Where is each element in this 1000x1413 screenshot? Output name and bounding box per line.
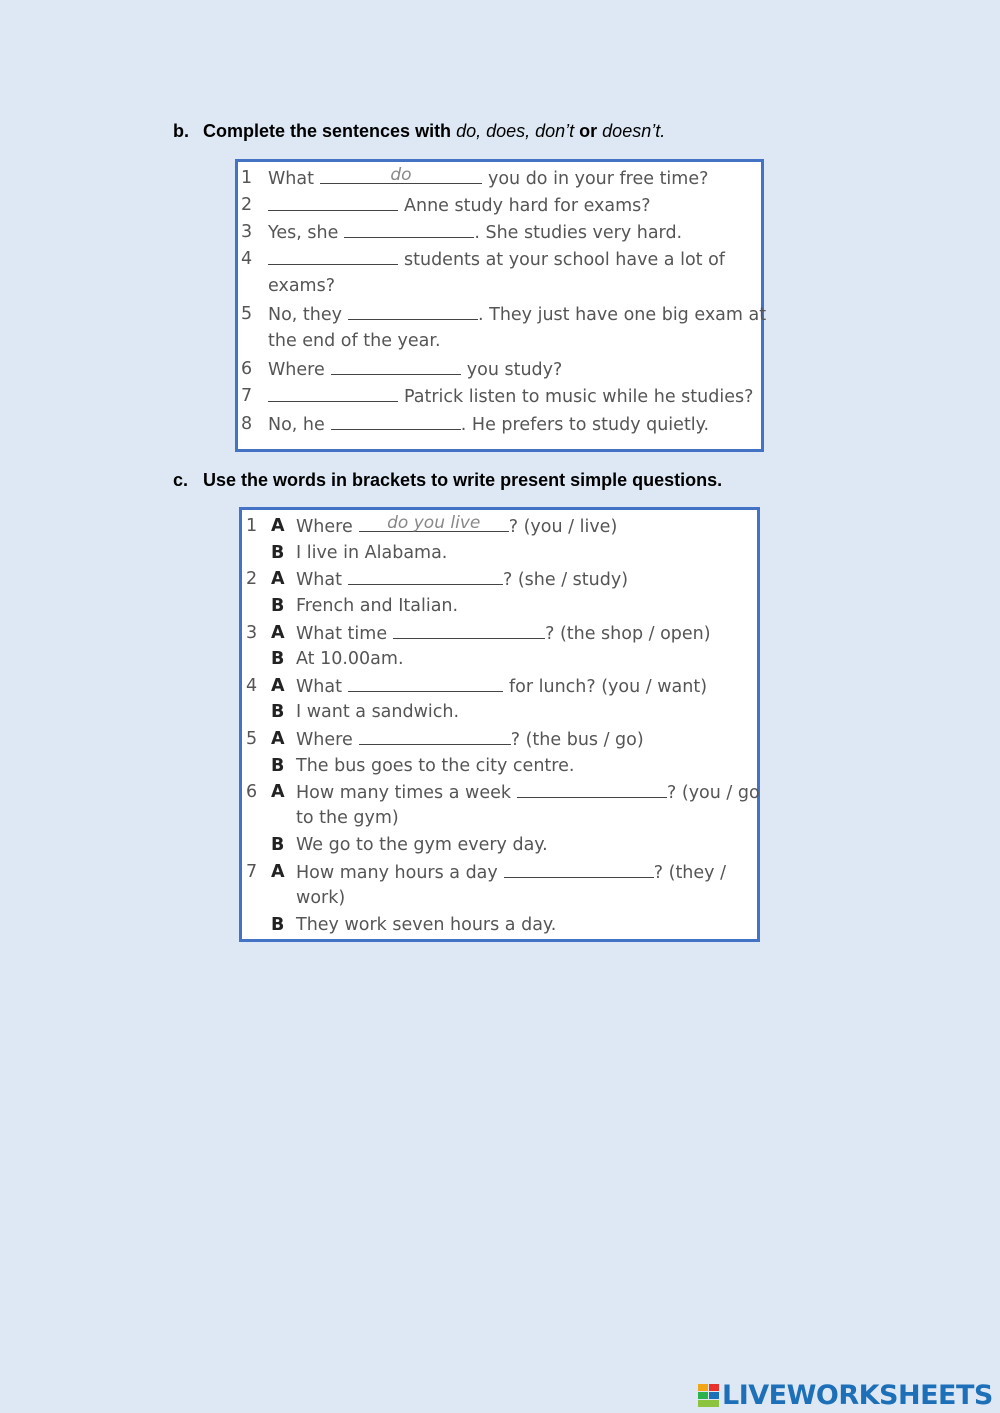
exercise-b-box	[235, 159, 767, 452]
answer-blank[interactable]	[348, 676, 503, 692]
item-number: 4	[241, 249, 253, 269]
speaker-label: A	[271, 676, 285, 696]
section-b-title	[173, 121, 665, 142]
prompt-text: ? (you / go	[667, 783, 760, 803]
c-row-7a-cont	[296, 888, 345, 908]
prompt-text: No, he	[268, 415, 325, 435]
item-number: 3	[246, 623, 258, 643]
prompt-text: students at your school have a lot of	[404, 250, 725, 270]
answer-text: do	[390, 165, 412, 185]
prompt-text: How many times a week	[296, 783, 512, 803]
prompt-text: ? (you / live)	[508, 517, 618, 537]
item-number: 1	[241, 168, 253, 188]
prompt-text: Anne study hard for exams?	[404, 196, 651, 216]
speaker-label: B	[271, 649, 285, 669]
answer-blank[interactable]	[268, 386, 398, 402]
prompt-text: for lunch? (you / want)	[508, 677, 708, 697]
item-number: 5	[246, 729, 258, 749]
item-number: 6	[246, 782, 258, 802]
c-row-6a-cont	[296, 808, 399, 828]
prompt-text: ? (she / study)	[502, 570, 629, 590]
prompt-text: ? (they /	[653, 863, 726, 883]
speaker-label: B	[271, 596, 285, 616]
section-b-or: or	[574, 121, 603, 141]
prompt-text: work)	[296, 888, 346, 908]
prompt-text: ? (the bus / go)	[510, 730, 644, 750]
item-number: 8	[241, 414, 253, 434]
prompt-text: They work seven hours a day.	[296, 915, 557, 935]
prompt-text: Yes, she	[268, 223, 339, 243]
answer-blank[interactable]	[344, 222, 474, 238]
b-row-5-cont	[268, 331, 441, 351]
prompt-text: Patrick listen to music while he studies?	[404, 387, 754, 407]
section-b-letter: b.	[173, 121, 189, 141]
prompt-text: Where	[268, 360, 325, 380]
answer-blank[interactable]	[268, 195, 398, 211]
answer-blank[interactable]	[331, 414, 461, 430]
answer-blank[interactable]	[359, 729, 511, 745]
answer-blank[interactable]	[320, 165, 482, 185]
speaker-label: A	[271, 623, 285, 643]
prompt-text: you do in your free time?	[487, 169, 709, 189]
item-number: 3	[241, 222, 253, 242]
prompt-text: What	[296, 677, 342, 697]
prompt-text: Where	[296, 517, 353, 537]
section-c-text: Use the words in brackets to write present simple questions.	[203, 470, 723, 490]
speaker-label: A	[271, 569, 285, 589]
exercise-c-box	[239, 507, 760, 942]
prompt-text: The bus goes to the city centre.	[296, 756, 575, 776]
item-number: 7	[246, 862, 258, 882]
answer-blank[interactable]	[331, 359, 461, 375]
prompt-text: to the gym)	[296, 808, 399, 828]
item-number: 2	[246, 569, 258, 589]
prompt-text: At 10.00am.	[296, 649, 404, 669]
prompt-text: I live in Alabama.	[296, 543, 448, 563]
speaker-label: A	[271, 729, 285, 749]
item-number: 1	[246, 516, 258, 536]
prompt-text: you study?	[466, 360, 563, 380]
section-c-title	[173, 470, 722, 491]
prompt-text: exams?	[268, 276, 335, 296]
liveworksheets-brand-text: LIVEWORKSHEETS	[722, 1379, 993, 1411]
prompt-text: . They just have one big exam at	[478, 305, 767, 325]
liveworksheets-logo-icon	[698, 1381, 720, 1409]
item-number: 2	[241, 195, 253, 215]
answer-text: do you live	[387, 513, 481, 533]
prompt-text: What	[296, 570, 342, 590]
answer-blank[interactable]	[348, 569, 503, 585]
section-b-words: do, does, don’t	[456, 121, 575, 141]
speaker-label: A	[271, 782, 285, 802]
prompt-text: What	[268, 169, 314, 189]
item-number: 7	[241, 386, 253, 406]
prompt-text: I want a sandwich.	[296, 702, 460, 722]
speaker-label: B	[271, 702, 285, 722]
speaker-label: A	[271, 516, 285, 536]
speaker-label: B	[271, 915, 285, 935]
prompt-text: No, they	[268, 305, 342, 325]
speaker-label: B	[271, 835, 285, 855]
answer-blank[interactable]	[348, 304, 478, 320]
prompt-text: the end of the year.	[268, 331, 441, 351]
answer-blank[interactable]	[504, 862, 654, 878]
answer-blank[interactable]	[268, 249, 398, 265]
section-b-prefix: Complete the sentences with	[203, 121, 457, 141]
item-number: 4	[246, 676, 258, 696]
prompt-text: . He prefers to study quietly.	[460, 415, 710, 435]
speaker-label: B	[271, 756, 285, 776]
prompt-text: Where	[296, 730, 353, 750]
prompt-text: ? (the shop / open)	[545, 624, 711, 644]
answer-blank[interactable]	[393, 623, 545, 639]
prompt-text: We go to the gym every day.	[296, 835, 548, 855]
answer-blank[interactable]	[359, 513, 509, 533]
answer-blank[interactable]	[517, 782, 667, 798]
section-b-last: doesn’t.	[602, 121, 666, 141]
prompt-text: . She studies very hard.	[474, 223, 683, 243]
b-row-4-cont	[268, 276, 335, 296]
prompt-text: How many hours a day	[296, 863, 498, 883]
prompt-text: French and Italian.	[296, 596, 459, 616]
item-number: 6	[241, 359, 253, 379]
speaker-label: B	[271, 543, 285, 563]
section-c-letter: c.	[173, 470, 189, 490]
speaker-label: A	[271, 862, 285, 882]
prompt-text: What time	[296, 624, 388, 644]
item-number: 5	[241, 304, 253, 324]
liveworksheets-logo[interactable]	[698, 1378, 993, 1412]
